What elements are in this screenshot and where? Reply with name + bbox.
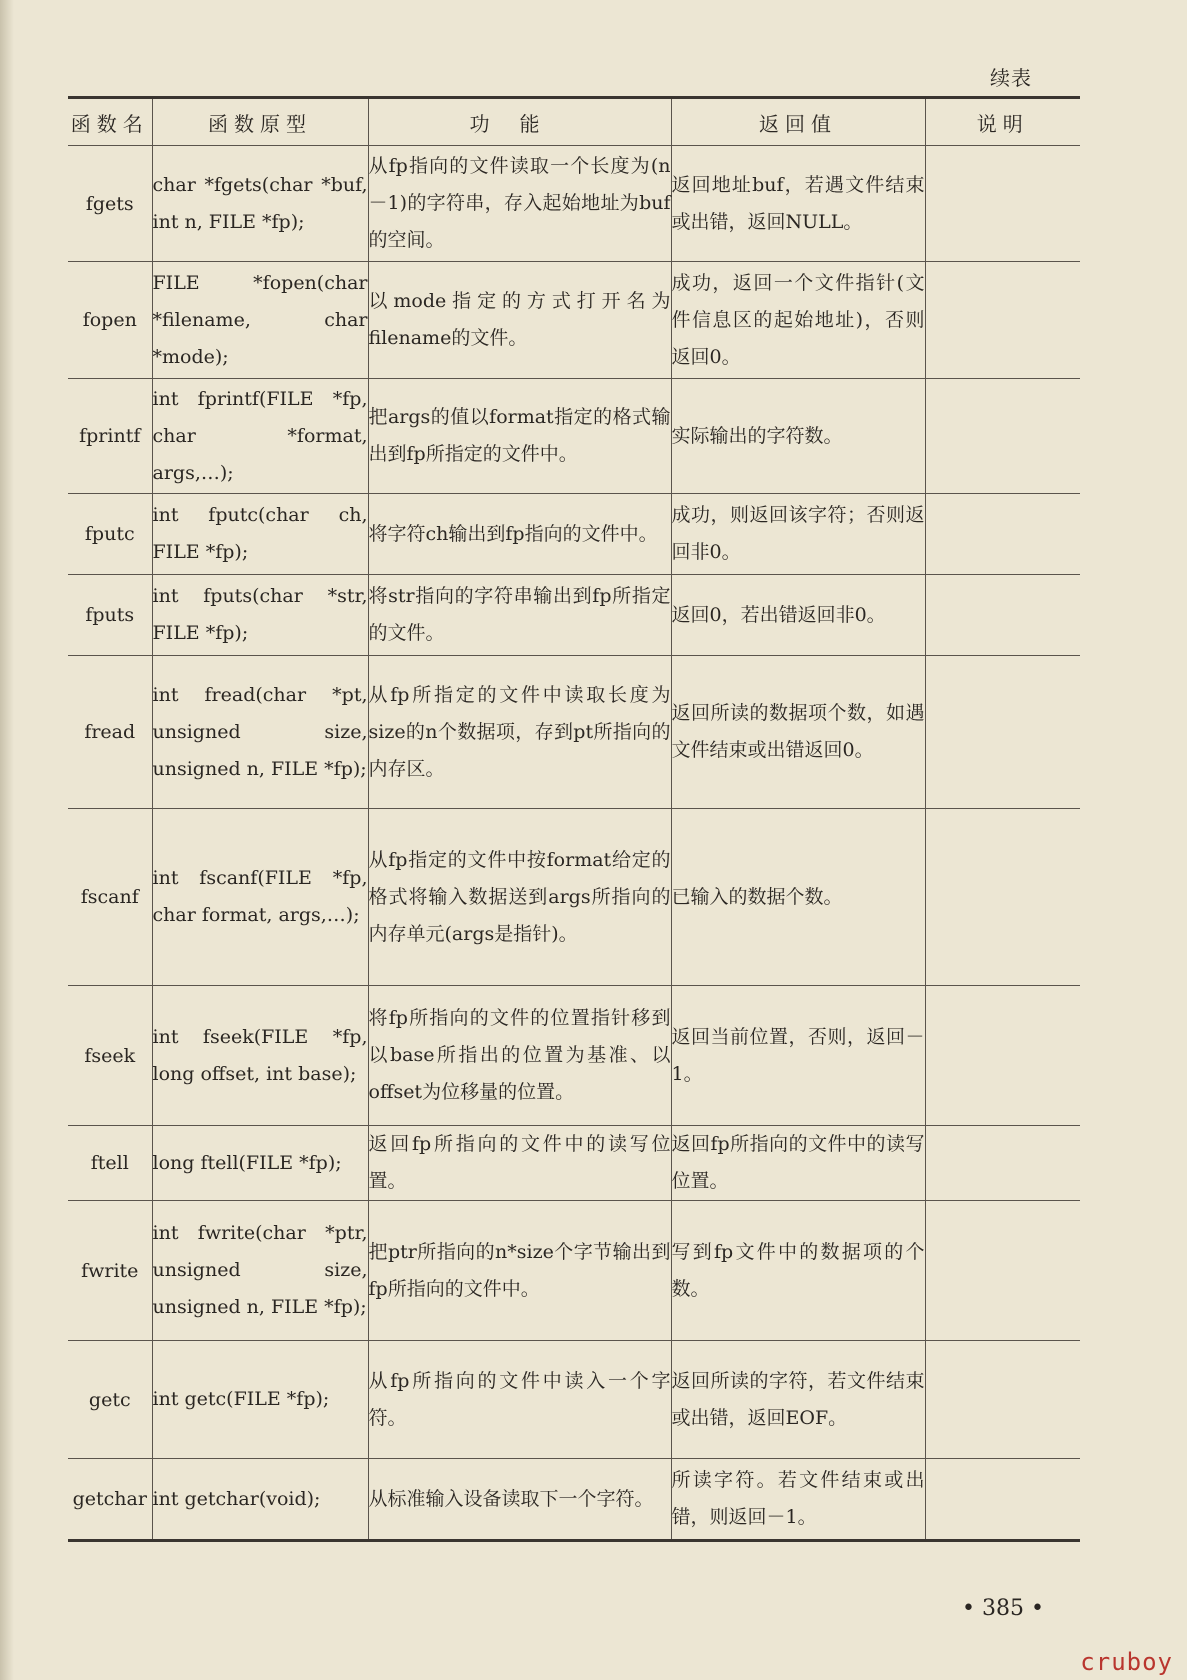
- prototype-cell: int fputs(char *str, FILE *fp);: [152, 575, 368, 656]
- prototype-cell: int getchar(void);: [152, 1459, 368, 1541]
- function-name-cell: fwrite: [68, 1201, 152, 1341]
- note-cell: [925, 379, 1080, 494]
- function-cell: 把ptr所指向的n*size个字节输出到fp所指向的文件中。: [368, 1201, 671, 1341]
- note-cell: [925, 1201, 1080, 1341]
- function-cell: 从标准输入设备读取下一个字符。: [368, 1459, 671, 1541]
- return-value-cell: 返回fp所指向的文件中的读写位置。: [671, 1126, 925, 1201]
- prototype-cell: long ftell(FILE *fp);: [152, 1126, 368, 1201]
- return-value-cell: 返回所读的字符，若文件结束或出错，返回EOF。: [671, 1341, 925, 1459]
- function-cell: 将字符ch输出到fp指向的文件中。: [368, 494, 671, 575]
- header-function: 功能: [368, 98, 671, 146]
- return-value-cell: 成功，则返回该字符；否则返回非0。: [671, 494, 925, 575]
- return-value-cell: 所读字符。若文件结束或出错，则返回－1。: [671, 1459, 925, 1541]
- header-function-name: 函数名: [68, 98, 152, 146]
- table-row: [68, 262, 1080, 379]
- note-cell: [925, 494, 1080, 575]
- function-cell: 从fp指向的文件读取一个长度为(n－1)的字符串，存入起始地址为buf的空间。: [368, 146, 671, 262]
- function-name-cell: getchar: [68, 1459, 152, 1541]
- note-cell: [925, 1459, 1080, 1541]
- function-name-cell: fscanf: [68, 809, 152, 986]
- note-cell: [925, 986, 1080, 1126]
- return-value-cell: 返回所读的数据项个数，如遇文件结束或出错返回0。: [671, 656, 925, 809]
- return-value-cell: 成功，返回一个文件指针(文件信息区的起始地址)，否则返回0。: [671, 262, 925, 379]
- table-row: [68, 986, 1080, 1126]
- function-cell: 从fp所指向的文件中读入一个字符。: [368, 1341, 671, 1459]
- note-cell: [925, 575, 1080, 656]
- function-name-cell: fread: [68, 656, 152, 809]
- watermark: cruboy: [1080, 1648, 1173, 1676]
- table-row: [68, 656, 1080, 809]
- prototype-cell: int getc(FILE *fp);: [152, 1341, 368, 1459]
- function-cell: 将str指向的字符串输出到fp所指定的文件。: [368, 575, 671, 656]
- table-header-row: [68, 98, 1080, 146]
- return-value-cell: 返回地址buf，若遇文件结束或出错，返回NULL。: [671, 146, 925, 262]
- return-value-cell: 写到fp文件中的数据项的个数。: [671, 1201, 925, 1341]
- return-value-cell: 返回0，若出错返回非0。: [671, 575, 925, 656]
- function-name-cell: ftell: [68, 1126, 152, 1201]
- return-value-cell: 实际输出的字符数。: [671, 379, 925, 494]
- table-row: [68, 809, 1080, 986]
- note-cell: [925, 146, 1080, 262]
- table-row: [68, 1459, 1080, 1541]
- function-name-cell: fputs: [68, 575, 152, 656]
- note-cell: [925, 262, 1080, 379]
- prototype-cell: int fscanf(FILE *fp, char format, args,…);: [152, 809, 368, 986]
- page-number: • 385 •: [962, 1596, 1044, 1621]
- prototype-cell: int fprintf(FILE *fp, char *format, args,…);: [152, 379, 368, 494]
- function-cell: 从fp所指定的文件中读取长度为size的n个数据项，存到pt所指向的内存区。: [368, 656, 671, 809]
- function-cell: 将fp所指向的文件的位置指针移到以base所指出的位置为基准、以offset为位移量的位置。: [368, 986, 671, 1126]
- return-value-cell: 已输入的数据个数。: [671, 809, 925, 986]
- note-cell: [925, 1126, 1080, 1201]
- function-name-cell: fprintf: [68, 379, 152, 494]
- table-row: [68, 1341, 1080, 1459]
- table-row: [68, 494, 1080, 575]
- prototype-cell: int fread(char *pt, unsigned size, unsigned n, FILE *fp);: [152, 656, 368, 809]
- table-row: [68, 146, 1080, 262]
- function-name-cell: fopen: [68, 262, 152, 379]
- prototype-cell: int fputc(char ch, FILE *fp);: [152, 494, 368, 575]
- header-note: 说明: [925, 98, 1080, 146]
- function-name-cell: fseek: [68, 986, 152, 1126]
- note-cell: [925, 1341, 1080, 1459]
- continued-label: 续表: [990, 66, 1032, 90]
- table-row: [68, 575, 1080, 656]
- function-cell: 从fp指定的文件中按format给定的格式将输入数据送到args所指向的内存单元(args是指针)。: [368, 809, 671, 986]
- function-name-cell: fputc: [68, 494, 152, 575]
- table-row: [68, 1126, 1080, 1201]
- header-return-value: 返回值: [671, 98, 925, 146]
- function-cell: 以mode指定的方式打开名为filename的文件。: [368, 262, 671, 379]
- prototype-cell: int fwrite(char *ptr, unsigned size, unsigned n, FILE *fp);: [152, 1201, 368, 1341]
- function-cell: 返回fp所指向的文件中的读写位置。: [368, 1126, 671, 1201]
- function-cell: 把args的值以format指定的格式输出到fp所指定的文件中。: [368, 379, 671, 494]
- function-name-cell: fgets: [68, 146, 152, 262]
- page-binding-shadow: [0, 0, 14, 1680]
- header-prototype: 函数原型: [152, 98, 368, 146]
- function-table: [68, 96, 1080, 1542]
- note-cell: [925, 809, 1080, 986]
- prototype-cell: char *fgets(char *buf, int n, FILE *fp);: [152, 146, 368, 262]
- prototype-cell: FILE *fopen(char *filename, char *mode);: [152, 262, 368, 379]
- table-row: [68, 1201, 1080, 1341]
- return-value-cell: 返回当前位置，否则，返回－1。: [671, 986, 925, 1126]
- note-cell: [925, 656, 1080, 809]
- function-name-cell: getc: [68, 1341, 152, 1459]
- table-row: [68, 379, 1080, 494]
- prototype-cell: int fseek(FILE *fp, long offset, int base);: [152, 986, 368, 1126]
